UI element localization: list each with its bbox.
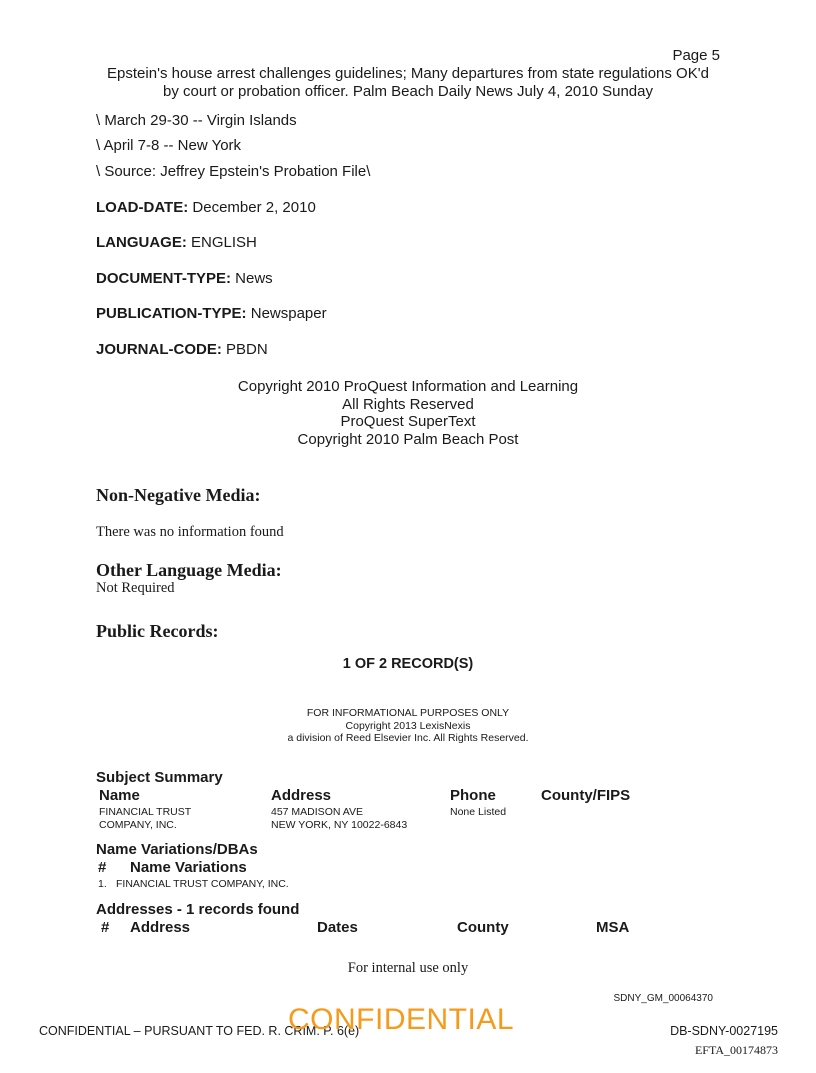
meta-label: LOAD-DATE: <box>96 199 189 216</box>
meta-document-type <box>96 270 273 287</box>
headline-line-2: by court or probation officer. Palm Beach Daily News July 4, 2010 Sunday <box>163 83 653 100</box>
meta-label: DOCUMENT-TYPE: <box>96 270 231 287</box>
bates-number-db: DB-SDNY-0027195 <box>670 1024 778 1038</box>
addresses-dates-header: Dates <box>317 919 358 936</box>
page-number: Page 5 <box>672 47 720 64</box>
subject-name-line: FINANCIAL TRUST <box>99 806 192 818</box>
meta-value: PBDN <box>226 341 268 358</box>
name-variations-column-header: Name Variations <box>130 859 247 876</box>
confidential-stamp: CONFIDENTIAL <box>288 1003 515 1036</box>
meta-value: ENGLISH <box>191 234 257 251</box>
addresses-number-header: # <box>101 919 110 936</box>
name-variations-number-header: # <box>98 859 107 876</box>
column-header-name: Name <box>99 787 140 804</box>
article-headline <box>96 65 720 101</box>
travel-line: \ Source: Jeffrey Epstein's Probation File\ <box>96 163 371 180</box>
non-negative-media-body: There was no information found <box>96 524 284 540</box>
copyright-line: Copyright 2010 Palm Beach Post <box>297 430 519 448</box>
subject-address-line: NEW YORK, NY 10022-6843 <box>271 818 408 831</box>
copyright-block <box>96 378 720 448</box>
meta-value: Newspaper <box>250 305 327 322</box>
addresses-heading: Addresses - 1 records found <box>96 901 300 918</box>
record-notice-line: a division of Reed Elsevier Inc. All Rights Reserved. <box>287 732 529 744</box>
meta-load-date <box>96 199 316 216</box>
meta-label: LANGUAGE: <box>96 234 187 251</box>
copyright-line: ProQuest SuperText <box>340 413 476 430</box>
record-notice-line: FOR INFORMATIONAL PURPOSES ONLY <box>306 707 510 719</box>
non-negative-media-heading: Non-Negative Media: <box>96 485 261 505</box>
name-variations-heading: Name Variations/DBAs <box>96 841 258 858</box>
copyright-line: Copyright 2010 ProQuest Information and Learning <box>237 378 579 395</box>
meta-language <box>96 234 257 251</box>
other-language-media-body: Not Required <box>96 580 175 596</box>
public-records-heading: Public Records: <box>96 621 219 641</box>
addresses-address-header: Address <box>130 919 191 936</box>
meta-value: December 2, 2010 <box>192 199 316 216</box>
other-language-media-heading: Other Language Media: <box>96 560 282 580</box>
name-variation-row-number: 1. <box>98 878 107 890</box>
subject-address <box>271 806 407 831</box>
record-notice <box>96 707 720 745</box>
headline-line-1: Epstein's house arrest challenges guidelines; Many departures from state regulations OK'd <box>107 65 709 82</box>
meta-journal-code <box>96 341 268 358</box>
bates-number-gm: SDNY_GM_00064370 <box>613 993 713 1004</box>
addresses-county-header: County <box>457 919 509 936</box>
column-header-county-fips: County/FIPS <box>541 787 631 804</box>
confidential-footer-note: CONFIDENTIAL – PURSUANT TO FED. R. CRIM. P. 6(e) <box>39 1024 360 1038</box>
copyright-line: All Rights Reserved <box>342 395 474 413</box>
travel-line: \ March 29-30 -- Virgin Islands <box>96 112 297 129</box>
travel-line: \ April 7-8 -- New York <box>96 137 242 154</box>
addresses-msa-header: MSA <box>596 919 630 936</box>
record-notice-line: Copyright 2013 LexisNexis <box>345 719 471 732</box>
subject-name-line: COMPANY, INC. <box>99 818 177 831</box>
subject-name <box>99 806 191 831</box>
meta-publication-type <box>96 305 327 322</box>
column-header-address: Address <box>271 787 332 804</box>
meta-label: PUBLICATION-TYPE: <box>96 305 247 322</box>
record-count: 1 OF 2 RECORD(S) <box>342 656 474 672</box>
subject-summary-heading: Subject Summary <box>96 769 223 786</box>
subject-address-line: 457 MADISON AVE <box>271 806 364 818</box>
meta-label: JOURNAL-CODE: <box>96 341 222 358</box>
name-variation-row-value: FINANCIAL TRUST COMPANY, INC. <box>116 878 289 890</box>
internal-use-notice: For internal use only <box>347 960 469 976</box>
subject-phone: None Listed <box>450 806 507 818</box>
meta-value: News <box>235 270 273 287</box>
column-header-phone: Phone <box>450 787 496 804</box>
efta-number: EFTA_00174873 <box>694 1043 778 1057</box>
